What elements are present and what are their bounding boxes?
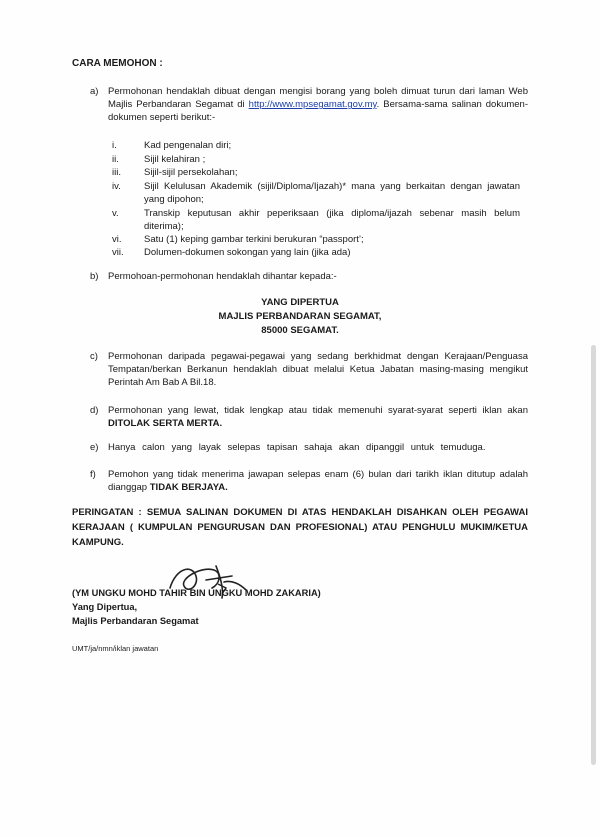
list-item: Dolumen-dokumen sokongan yang lain (jika ada) bbox=[144, 247, 351, 258]
website-link[interactable]: http://www.mpsegamat.gov.my bbox=[248, 99, 377, 111]
item-b-label: b) bbox=[90, 271, 99, 282]
item-c-text: Permohonan daripada pegawai-pegawai yang sedang berkhidmat dengan Kerajaan/Penguasa Tempatan/berkan Berkanun hendaklah dibuat melalui Ketua Jabatan masing-masing mengikut Perintah Am Bab A Bil.18. bbox=[108, 351, 528, 389]
list-item: Sijil kelahiran ; bbox=[144, 154, 206, 165]
item-a-text-post: . Bersama-sama salinan dokumen-dokumen seperti berikut:- bbox=[108, 99, 529, 124]
address-line-3: 85000 SEGAMAT. bbox=[261, 325, 339, 336]
warning-notice: PERINGATAN : SEMUA SALINAN DOKUMEN DI ATAS HENDAKLAH DISAHKAN OLEH PEGAWAI KERAJAAN ( KUMPULAN PENGURUSAN DAN PROFESIONAL) ATAU PENGHULU MUKIM/KETUA KAMPUNG. bbox=[72, 507, 528, 548]
item-d-paragraph bbox=[108, 404, 528, 430]
item-e-text: Hanya calon yang layak selepas tapisan sahaja akan dipanggil untuk temuduga. bbox=[108, 442, 486, 453]
list-item-number: iii. bbox=[112, 167, 121, 178]
item-e-label: e) bbox=[90, 442, 99, 453]
list-item: Satu (1) keping gambar terkini berukuran “passport’; bbox=[144, 234, 364, 245]
list-item: Kad pengenalan diri; bbox=[144, 140, 232, 151]
item-c-label: c) bbox=[90, 351, 98, 362]
signature-image bbox=[162, 558, 252, 608]
item-b-text: Permohoan-permohonan hendaklah dihantar kepada:- bbox=[108, 271, 337, 282]
list-item-number: iv. bbox=[112, 181, 121, 192]
list-item: Sijil Kelulusan Akademik (sijil/Diploma/Ijazah)* mana yang berkaitan dengan jawatan yang dipohon; bbox=[144, 181, 520, 205]
item-a-label: a) bbox=[90, 86, 99, 97]
list-item-number: vii. bbox=[112, 247, 124, 258]
item-f-paragraph bbox=[108, 468, 528, 494]
list-item-number: i. bbox=[112, 140, 117, 151]
list-item-number: ii. bbox=[112, 154, 119, 165]
signatory-title: Yang Dipertua, bbox=[72, 602, 138, 612]
item-f-text: Pemohon yang tidak menerima jawapan selepas enam (6) bulan dari tarikh iklan ditutup adalah dianggap bbox=[108, 469, 528, 494]
section-heading: CARA MEMOHON : bbox=[72, 58, 163, 69]
list-item: Transkip keputusan akhir peperiksaan (jika diploma/ijazah sebenar masih belum diterima); bbox=[144, 208, 520, 232]
item-a-text: Permohonan hendaklah dibuat dengan mengisi borang yang boleh dimuat turun dari laman Web Majlis Perbandaran Segamat di bbox=[108, 86, 528, 111]
item-d-bold: DITOLAK SERTA MERTA. bbox=[108, 418, 223, 430]
item-a-paragraph bbox=[108, 85, 528, 125]
signatory-name: (YM UNGKU MOHD TAHIR BIN UNGKU MOHD ZAKARIA) bbox=[72, 588, 321, 598]
item-f-bold: TIDAK BERJAYA. bbox=[149, 482, 228, 494]
reference-code: UMT/ja/nmn/iklan jawatan bbox=[72, 644, 159, 653]
address-line-1: YANG DIPERTUA bbox=[261, 297, 339, 308]
signatory-org: Majlis Perbandaran Segamat bbox=[72, 616, 199, 626]
list-item: Sijil-sijil persekolahan; bbox=[144, 167, 238, 178]
scrollbar[interactable] bbox=[591, 345, 596, 765]
item-d-label: d) bbox=[90, 405, 99, 416]
list-item-number: vi. bbox=[112, 234, 122, 245]
item-f-label: f) bbox=[90, 469, 96, 480]
address-line-2: MAJLIS PERBANDARAN SEGAMAT, bbox=[218, 311, 382, 322]
item-d-text: Permohonan yang lewat, tidak lengkap atau tidak memenuhi syarat-syarat seperti iklan akan bbox=[108, 405, 528, 416]
list-item-number: v. bbox=[112, 208, 119, 219]
